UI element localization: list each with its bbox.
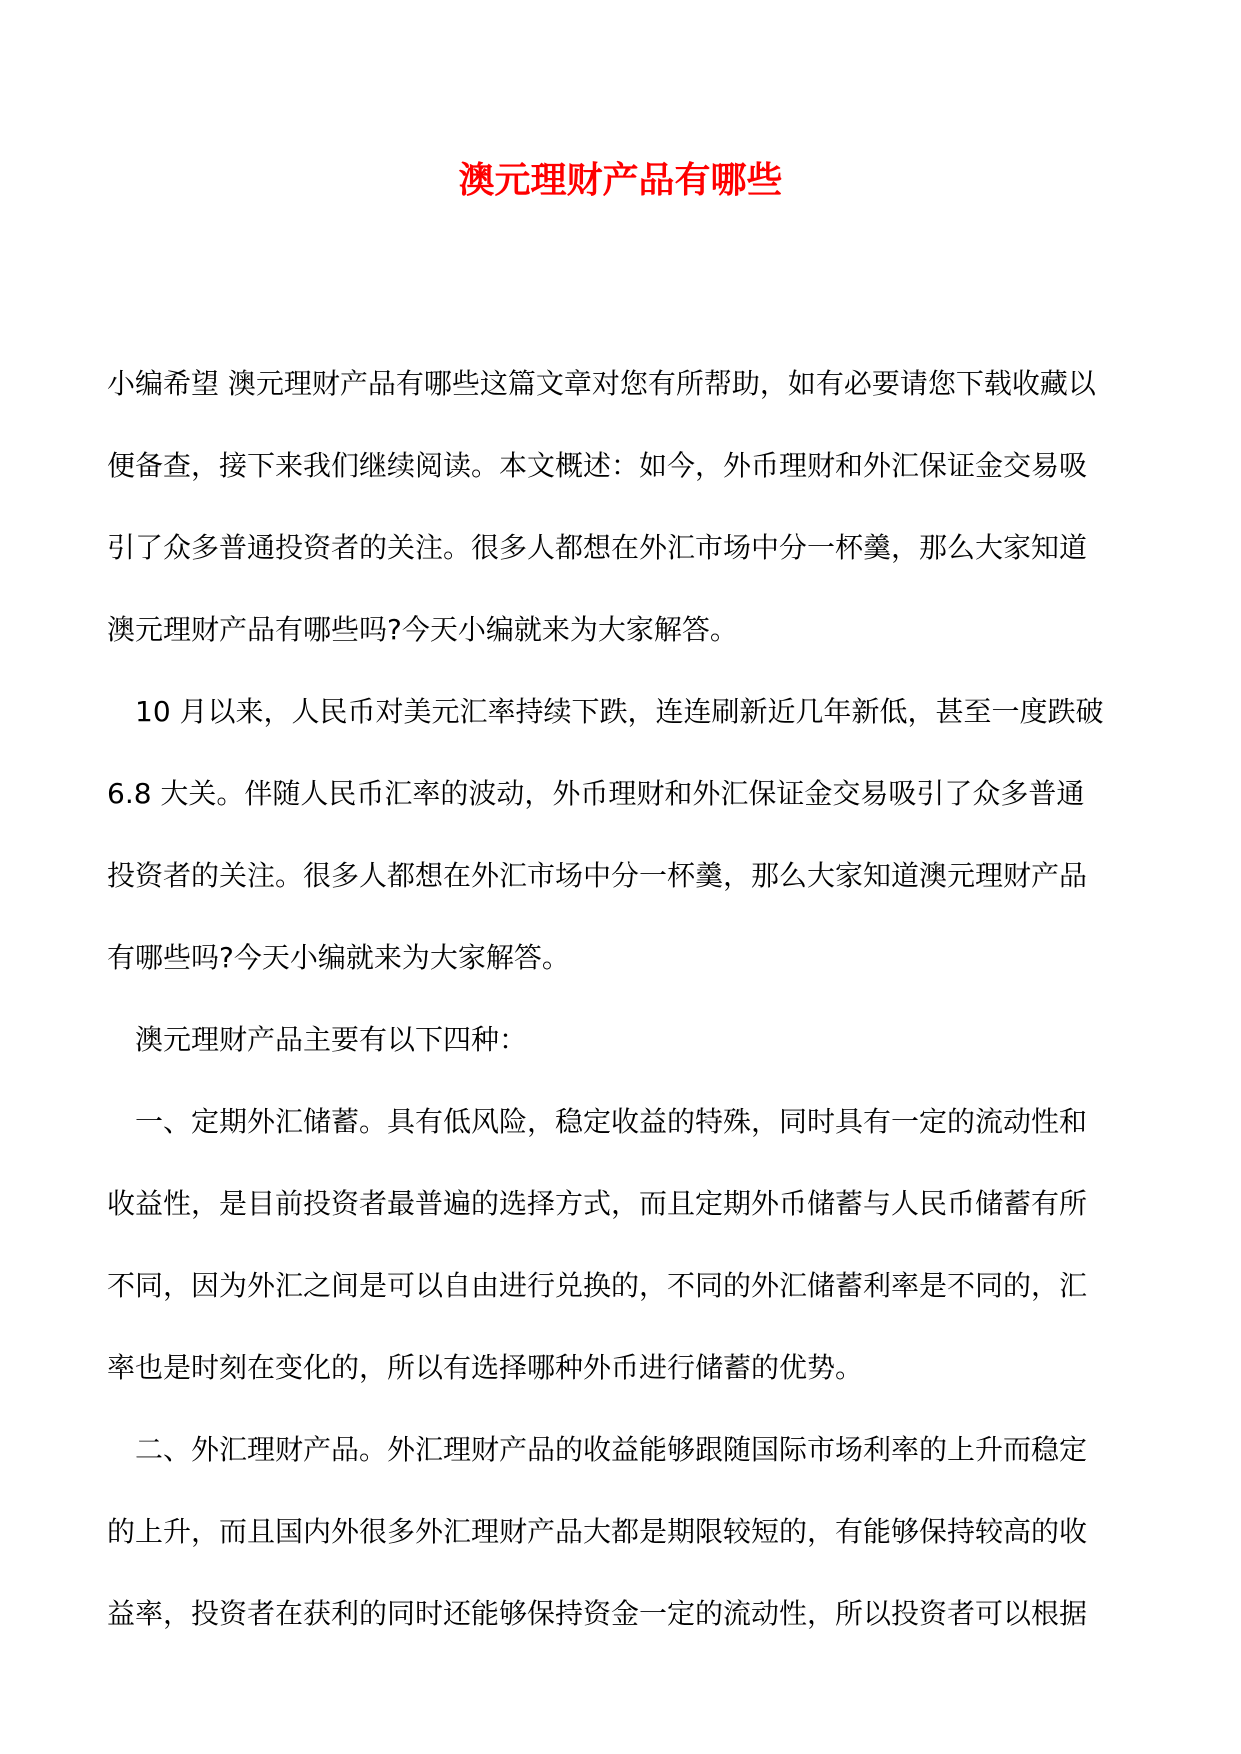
document-body bbox=[107, 343, 1141, 1655]
text-line: 有哪些吗?今天小编就来为大家解答。 bbox=[107, 941, 570, 974]
text-line: 率也是时刻在变化的，所以有选择哪种外币进行储蓄的优势。 bbox=[107, 1351, 864, 1384]
text-line: 的上升，而且国内外很多外汇理财产品大都是期限较短的，有能够保持较高的收 bbox=[107, 1515, 1088, 1548]
text-line: 引了众多普通投资者的关注。很多人都想在外汇市场中分一杯羹，那么大家知道 bbox=[107, 531, 1088, 564]
text-line: 收益性，是目前投资者最普遍的选择方式，而且定期外币储蓄与人民币储蓄有所 bbox=[107, 1187, 1088, 1220]
paragraph-intro bbox=[107, 343, 1141, 671]
text-line: 二、外汇理财产品。外汇理财产品的收益能够跟随国际市场利率的上升而稳定 bbox=[135, 1433, 1088, 1466]
document-title: 澳元理财产品有哪些 bbox=[458, 159, 783, 201]
text-line: 益率，投资者在获利的同时还能够保持资金一定的流动性，所以投资者可以根据 bbox=[107, 1597, 1088, 1630]
text-line: 澳元理财产品有哪些吗?今天小编就来为大家解答。 bbox=[107, 613, 738, 646]
text-line: 一、定期外汇储蓄。具有低风险，稳定收益的特殊，同时具有一定的流动性和 bbox=[135, 1105, 1088, 1138]
paragraph-product-types bbox=[107, 999, 1141, 1081]
paragraph-fixed-deposit bbox=[107, 1081, 1141, 1409]
paragraph-background bbox=[107, 671, 1141, 999]
paragraph-fx-products bbox=[107, 1409, 1141, 1655]
text-line: 小编希望 澳元理财产品有哪些这篇文章对您有所帮助，如有必要请您下载收藏以 bbox=[107, 367, 1096, 400]
text-line: 10 月以来，人民币对美元汇率持续下跌，连连刷新近几年新低，甚至一度跌破 bbox=[135, 695, 1104, 728]
text-line: 不同，因为外汇之间是可以自由进行兑换的，不同的外汇储蓄利率是不同的，汇 bbox=[107, 1269, 1088, 1302]
text-line: 6.8 大关。伴随人民币汇率的波动，外币理财和外汇保证金交易吸引了众多普通 bbox=[107, 777, 1085, 810]
text-line: 便备查，接下来我们继续阅读。本文概述：如今，外币理财和外汇保证金交易吸 bbox=[107, 449, 1088, 482]
text-line: 投资者的关注。很多人都想在外汇市场中分一杯羹，那么大家知道澳元理财产品 bbox=[107, 859, 1088, 892]
text-line: 澳元理财产品主要有以下四种： bbox=[135, 1023, 528, 1056]
